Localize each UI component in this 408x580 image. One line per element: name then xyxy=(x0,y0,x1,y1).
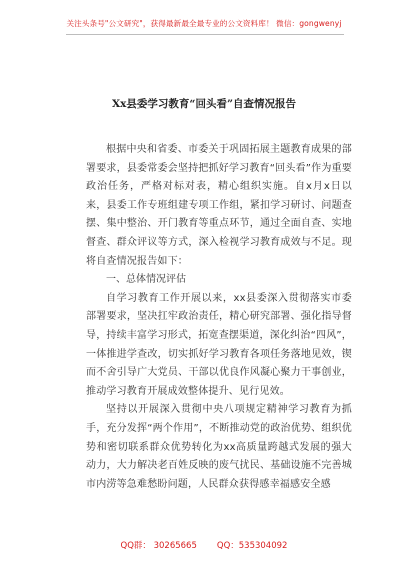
section-heading: 一、总体情况评估 xyxy=(106,274,186,286)
intro-paragraph: 根据中央和省委、市委关于巩固拓展主题教育成果的部署要求，县委常委会坚持把抓好学习教育“回头看”作为重要政治任务，严格对标对表，精心组织实施。自x月x日以来，县委工作专班组建专项工作组，紧扣学习研讨、问题查摆、集中整治、开门教育等重点环节，通过全面自查、实地督查、群众评议等方式，深入检视学习教育成效与不足。现将自查情况报告如下： xyxy=(86,144,352,267)
document-title: Xx县委学习教育“回头看”自查情况报告 xyxy=(112,98,296,110)
footer-qq: QQ：535304092 xyxy=(216,541,288,551)
section-paragraph: 自学习教育工作开展以来，xx县委深入贯彻落实市委部署要求，坚决扛牢政治责任，精心研究部署、强化指导督导，持续丰富学习形式，拓宽查摆渠道，深化纠治“四风”，一体推进学查改，切实抓好学习教育各项任务落地见效，锲而不舍引导广大党员、干部以优良作风凝心聚力干事创业，推动学习教育开展成效整体提升、见行见效。 xyxy=(86,292,352,397)
header-note: 关注头条号"公文研究"，获得最新最全最专业的公文资料库！ 微信：gongwenyj xyxy=(66,19,342,28)
footer-qq-group: QQ群： 30265665 xyxy=(120,541,197,551)
header-divider xyxy=(66,34,344,35)
document-body xyxy=(86,141,352,494)
footer-contact xyxy=(0,539,408,551)
section-paragraph: 坚持以开展深入贯彻中央八项规定精神学习教育为抓手，充分发挥“两个作用”，不断推动党的政治优势、组织优势和密切联系群众优势转化为xx高质量跨越式发展的强大动力，大力解决老百姓反映的废气扰民、基础设施不完善城市内涝等急难愁盼问题，人民群众获得感幸福感安全感 xyxy=(86,404,352,490)
